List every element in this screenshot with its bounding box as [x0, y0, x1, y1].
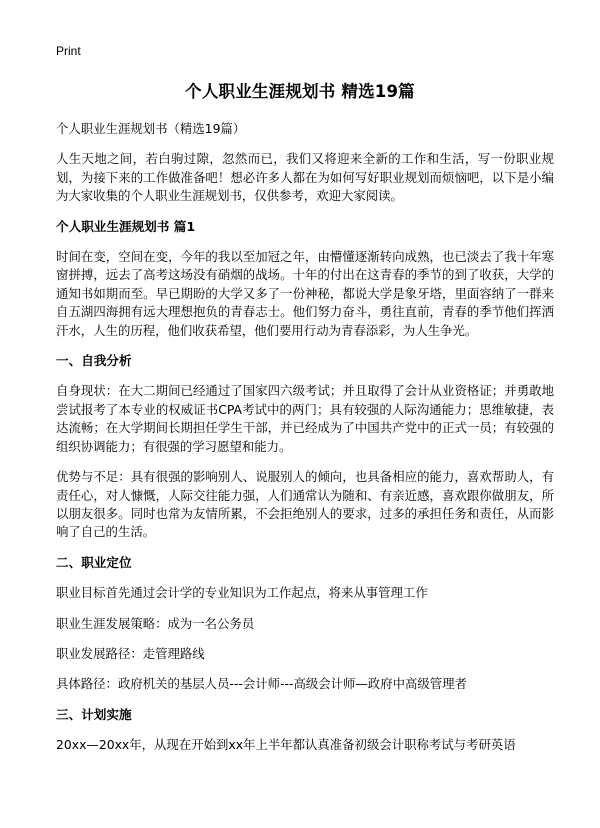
article-heading: 个人职业生涯规划书 篇1 — [56, 218, 196, 234]
section-heading-career-positioning: 二、职业定位 — [56, 554, 132, 570]
career-strategy-line: 职业生涯发展策略：成为一名公务员 — [56, 615, 255, 631]
plan-line: 20xx—20xx年，从现在开始到xx年上半年都认真准备初级会计职称考试与考研英语 — [56, 737, 516, 753]
intro-paragraph: 人生天地之间，若白驹过隙，忽然而已，我们又将迎来全新的工作和生活，写一份职业规划，为接下来的工作做准备吧！想必许多人都在为如何写好职业规划而烦恼吧，以下是小编为大家收集的个人职业生涯规划书，仅供参考，欢迎大家阅读。 — [56, 151, 554, 204]
career-path-line: 职业发展路径：走管理路线 — [56, 645, 205, 661]
print-link[interactable]: Print — [56, 44, 81, 58]
career-goal-line: 职业目标首先通过会计学的专业知识为工作起点，将来从事管理工作 — [56, 585, 428, 601]
article-paragraph: 时间在变，空间在变，今年的我以至加冠之年，由懵懂逐渐转向成熟，也已淡去了我十年寒窗拼搏，远去了高考这场没有硝烟的战场。十年的付出在这青春的季节的到了收获，大学的通知书如期而至。早已期盼的大学又多了一份神秘，都说大学是象牙塔，里面容纳了一群来自五湖四海拥有远大理想抱负的青春志士。他们努力奋斗，勇往直前，青春的季节他们挥洒汗水，人生的历程，他们收获希望，他们要用行动为青春添彩，为人生争光。 — [56, 249, 554, 338]
page-title: 个人职业生涯规划书 精选19篇 — [185, 82, 415, 101]
article-body — [56, 120, 554, 767]
career-specific-path-line: 具体路径：政府机关的基层人员---会计师---高级会计师—政府中高级管理者 — [56, 676, 467, 692]
article-subtitle: 个人职业生涯规划书（精选19篇） — [56, 121, 246, 136]
self-status-paragraph: 自身现状：在大二期间已经通过了国家四六级考试；并且取得了会计从业资格证；并勇敢地尝试报考了本专业的权威证书CPA考试中的两门；具有较强的人际沟通能力；思维敏捷，表达流畅；在大学期间长期担任学生干部，并已经成为了中国共产党中的正式一员；有较强的组织协调能力；有很强的学习愿望和能力。 — [56, 383, 554, 454]
section-heading-self-analysis: 一、自我分析 — [56, 353, 132, 369]
strengths-weaknesses-paragraph: 优势与不足：具有很强的影响别人、说服别人的倾向，也具备相应的能力，喜欢帮助人，有责任心，对人慷慨，人际交往能力强，人们通常认为随和、有亲近感，喜欢跟你做朋友，所以朋友很多。同时也常为友情所累，不会拒绝别人的要求，过多的承担任务和责任，从而影响了自己的生活。 — [56, 469, 554, 540]
section-heading-plan-implementation: 三、计划实施 — [56, 706, 132, 722]
